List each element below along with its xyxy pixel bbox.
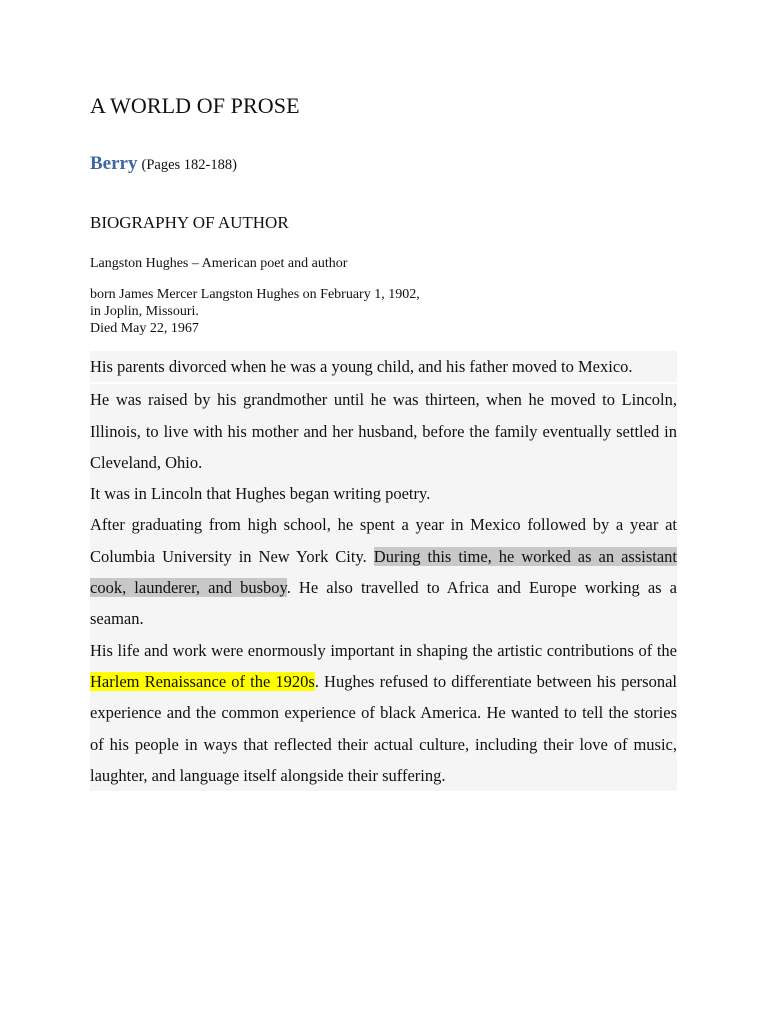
author-subtitle: Langston Hughes – American poet and author — [90, 256, 348, 271]
death-line: Died May 22, 1967 — [90, 321, 199, 336]
paragraph-legacy — [90, 635, 677, 791]
paragraph-parents: His parents divorced when he was a young child, and his father moved to Mexico. — [90, 351, 677, 382]
birth-details — [90, 286, 420, 337]
legacy-text-end: . Hughes refused to differentiate between his personal experience and the common experience of black America. He wanted to tell the stories of his people in ways that reflected their actual culture, including their love of music, laughter, and language itself alongside their suffering. — [90, 671, 677, 785]
section-heading: BIOGRAPHY OF AUTHOR — [90, 213, 289, 232]
legacy-text: His life and work were enormously important in shaping the artistic contributions of the — [90, 640, 677, 660]
document-title: A WORLD OF PROSE — [90, 93, 300, 118]
yellow-highlighted-text: Harlem Renaissance of the 1920s — [90, 671, 315, 691]
paragraph-poetry-start: It was in Lincoln that Hughes began writing poetry. — [90, 478, 677, 509]
biography-body — [90, 351, 677, 791]
education-text-end: . He also travelled to Africa and Europe working as a seaman. — [90, 578, 677, 629]
story-line — [90, 151, 237, 178]
story-pages: (Pages 182-188) — [141, 157, 237, 173]
gray-highlighted-text: During this time, he worked as an assistant cook, launderer, and busboy — [90, 546, 678, 598]
story-title: Berry — [90, 153, 138, 174]
birth-line-2: in Joplin, Missouri. — [90, 304, 199, 319]
education-text: After graduating from high school, he spent a year in Mexico followed by a year at Columbia University in New York City. — [90, 515, 677, 566]
birth-line-1: born James Mercer Langston Hughes on February 1, 1902, — [90, 287, 420, 302]
paragraph-childhood: He was raised by his grandmother until he was thirteen, when he moved to Lincoln, Illinois, to live with his mother and her husband, before the family eventually settled in Cleveland, Ohio. — [90, 384, 677, 478]
paragraph-education — [90, 509, 677, 634]
